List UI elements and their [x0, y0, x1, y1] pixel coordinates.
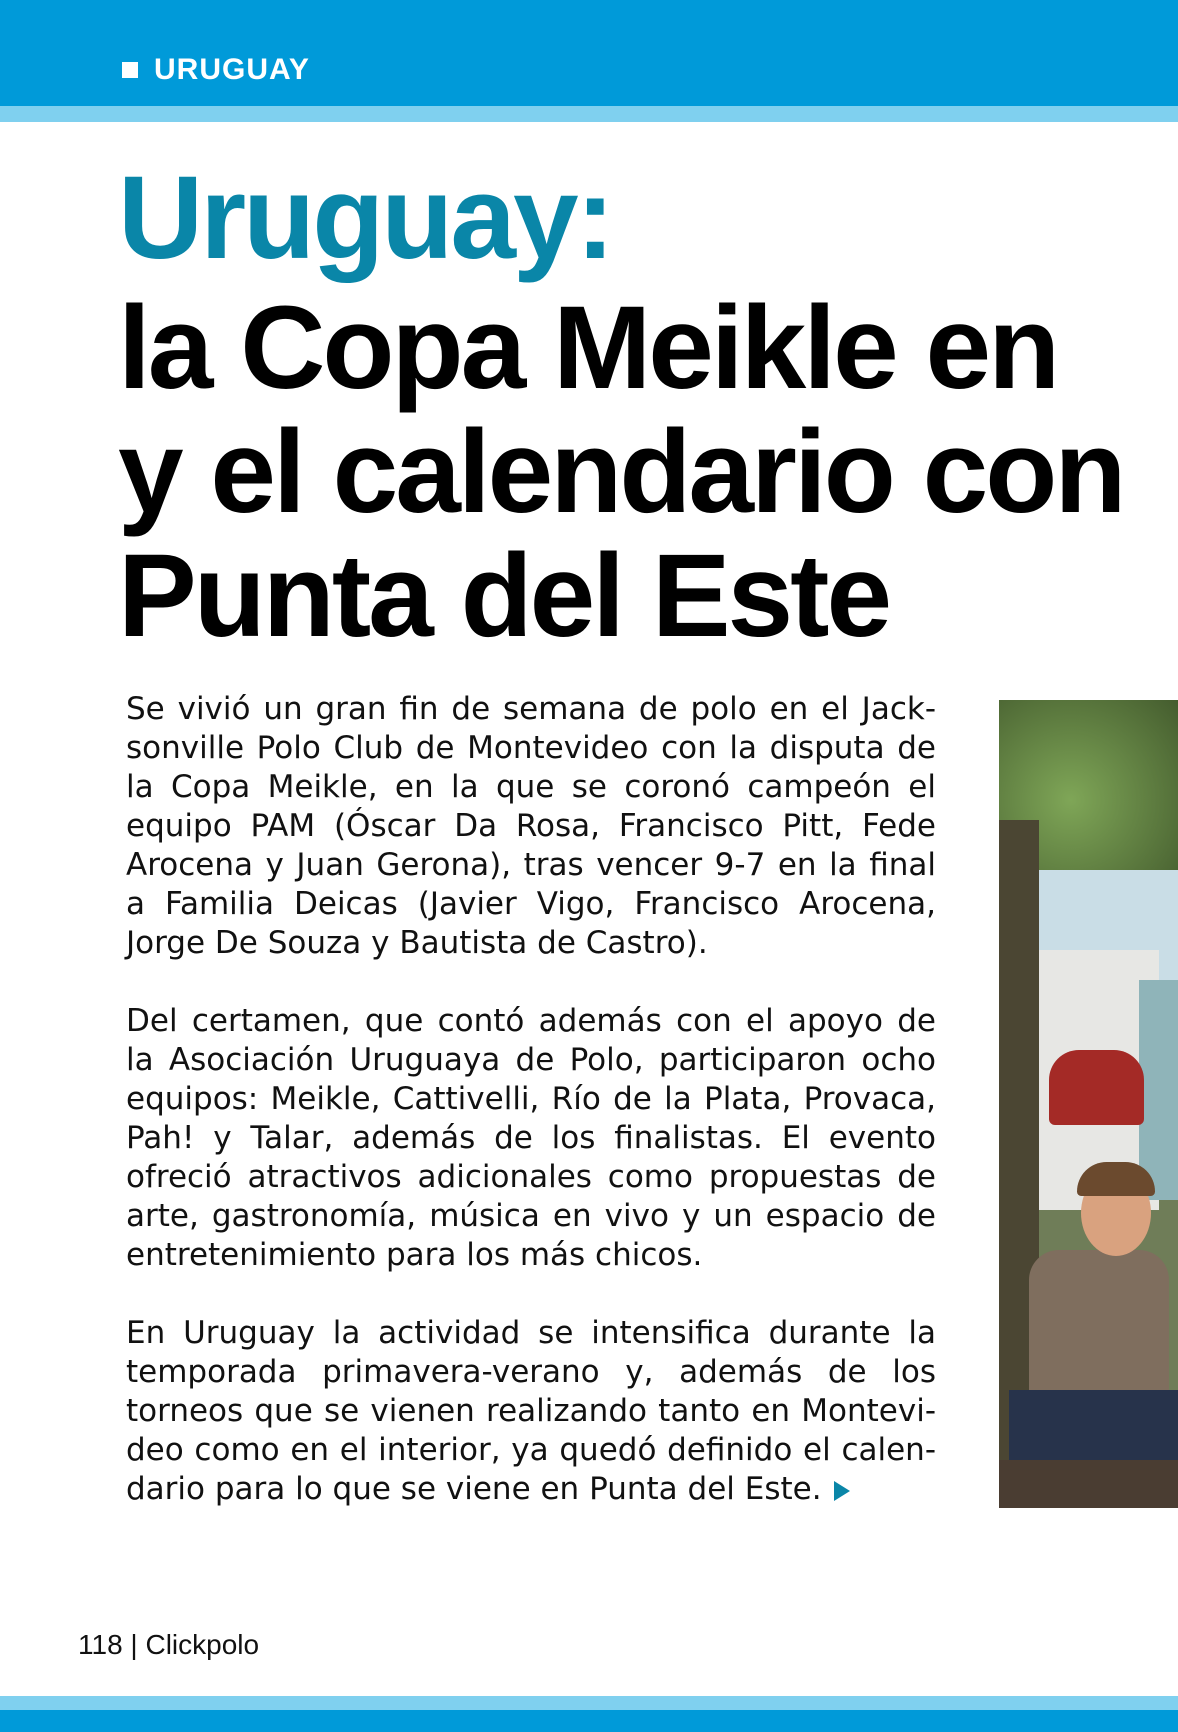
footer-stripe	[0, 1696, 1178, 1710]
paragraph-2: Del certamen, que contó además con el apoyo de la Asociación Uruguaya de Polo, participaron ocho equipos: Meikle, Cattivelli, Río de la Plata, Provaca, Pah! y Talar, además de los finalistas. El evento ofreció atractivos adicionales como propuestas de arte, gastronomía, música en vivo y un espacio de entretenimiento para los más chicos.	[126, 1003, 936, 1273]
header-stripe	[0, 106, 1178, 122]
headline-line-2: y el calendario con	[118, 406, 1124, 538]
page-folio: 118 | Clickpolo	[78, 1629, 260, 1660]
section-label: URUGUAY	[154, 53, 310, 86]
play-arrow-icon	[834, 1481, 850, 1501]
square-bullet-icon	[122, 62, 138, 78]
article-photo	[999, 700, 1178, 1508]
photo-boy-hair	[1077, 1162, 1155, 1196]
photo-ground	[999, 1460, 1178, 1508]
photo-boy-sweater	[1029, 1250, 1169, 1410]
article-body	[126, 690, 936, 1548]
headline-block	[0, 150, 1178, 670]
photo-red-hat	[1049, 1050, 1144, 1125]
photo-painting	[1139, 980, 1178, 1200]
headline-line-3: Punta del Este	[118, 530, 890, 662]
paragraph-3	[126, 1314, 936, 1509]
footer-bar	[0, 1710, 1178, 1732]
paragraph-1: Se vivió un gran fin de semana de polo en el Jacksonville Polo Club de Montevideo con la disputa de la Copa Meikle, en la que se coronó campeón el equipo PAM (Óscar Da Rosa, Francisco Pitt, Fede Arocena y Juan Gerona), tras vencer 9-7 en la final a Familia Deicas (Javier Vigo, Francisco Arocena, Jorge De Souza y Bautista de Castro).	[126, 691, 936, 961]
headline-country: Uruguay:	[118, 152, 612, 284]
paragraph-3-text: En Uruguay la actividad se intensifica durante la temporada primavera-verano y, además de los torneos que se vienen realizando tanto en Montevideo como en el interior, ya quedó definido el calendario para lo que se viene en Punta del Este.	[126, 1315, 936, 1507]
headline-line-1: la Copa Meikle en	[118, 282, 1058, 414]
photo-boy-jeans	[1009, 1390, 1178, 1470]
